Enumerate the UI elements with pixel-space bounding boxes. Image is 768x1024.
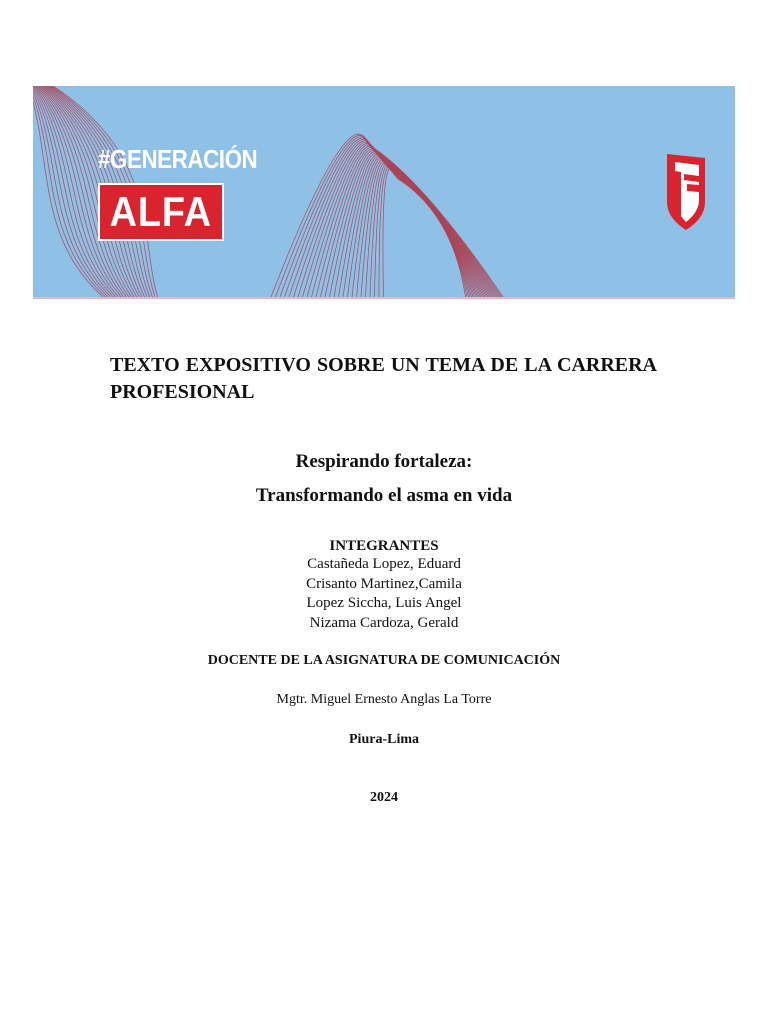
year-text: 2024 [370, 790, 398, 805]
subtitle-line-1: Respirando fortaleza: [295, 451, 473, 472]
wave-line [361, 161, 473, 297]
member-name: Nizama Cardoza, Gerald [309, 615, 459, 631]
wave-line [334, 153, 482, 297]
alfa-badge-text: ALFA [109, 188, 213, 235]
member-name: Castañeda Lopez, Eduard [307, 556, 461, 572]
teacher-name: Mgtr. Miguel Ernesto Anglas La Torre [276, 692, 492, 707]
header-banner [33, 86, 735, 299]
teacher-heading: DOCENTE DE LA ASIGNATURA DE COMUNICACIÓN [207, 653, 561, 668]
wave-line [339, 154, 481, 297]
document-title: TEXTO EXPOSITIVO SOBRE UN TEMA DE LA CARRERA PROFESIONAL [110, 354, 657, 403]
subtitle-line-2: Transformando el asma en vida [255, 485, 513, 506]
member-name: Lopez Siccha, Luis Angel [306, 595, 462, 611]
hashtag-text: #GENERACIÓN [98, 144, 258, 174]
wave-line [357, 160, 475, 297]
members-heading: INTEGRANTES [329, 538, 439, 554]
alfa-badge [98, 183, 224, 241]
university-shield-icon [665, 152, 707, 232]
wave-line [343, 156, 479, 297]
place-text: Piura-Lima [349, 732, 419, 747]
member-name: Crisanto Martinez,Camila [306, 576, 462, 592]
